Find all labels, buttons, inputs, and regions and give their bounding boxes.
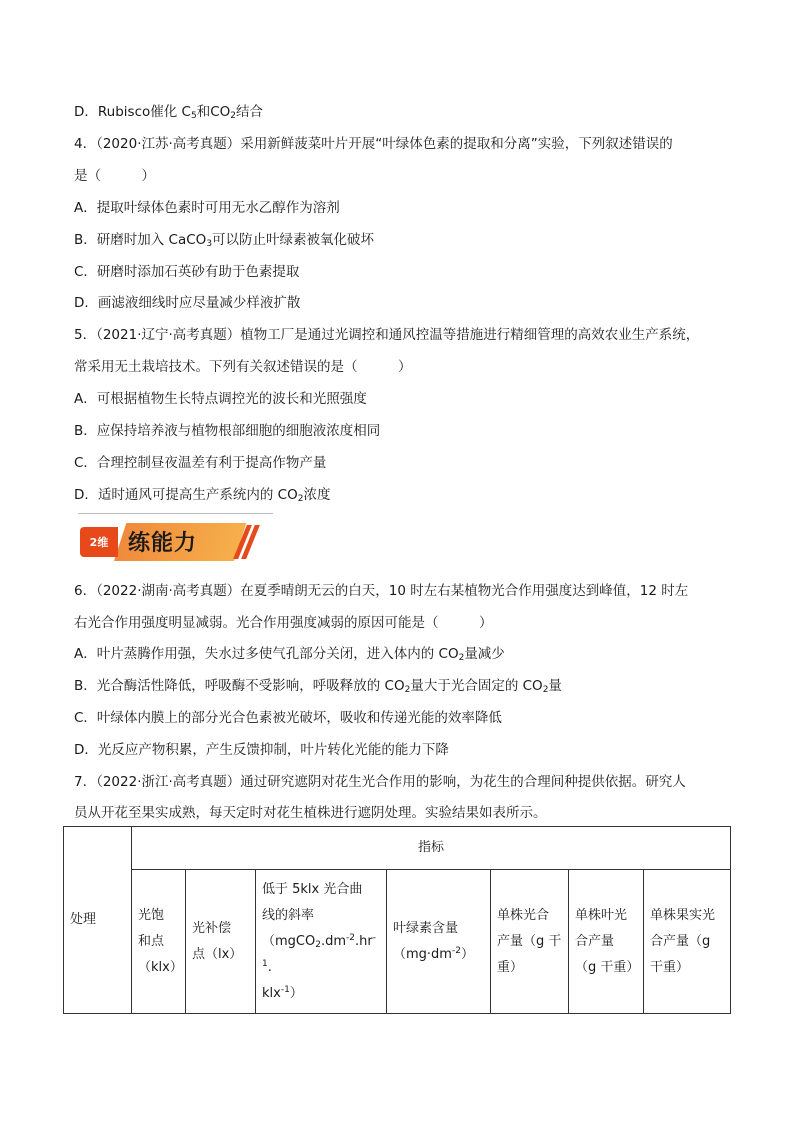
col-fruit-photosynthetic-yield: 单株果实光 合产量（g 干重） <box>644 870 731 1014</box>
q4-option-a: A．提取叶绿体色素时可用无水乙醇作为溶剂 <box>74 200 340 216</box>
q6-option-c: C．叶绿体内膜上的部分光合色素被光破坏，吸收和传递光能的效率降低 <box>74 710 502 726</box>
results-table <box>63 826 731 1014</box>
q3-option-d: D．Rubisco催化 $C_5$和$CO_2$结合 <box>74 104 264 121</box>
q6-option-a: A．叶片蒸腾作用强，失水过多使气孔部分关闭，进入体内的 $CO_2$量减少 <box>74 646 505 663</box>
col-light-saturation: 光饱 和点 （klx） <box>132 870 186 1014</box>
col-chlorophyll: 叶绿素含量 $(mg\cdot dm^{-2})$ <box>387 870 491 1014</box>
q6-option-d: D．光反应产物积累，产生反馈抑制，叶片转化光能的能力下降 <box>74 742 449 758</box>
section-banner <box>80 523 258 561</box>
q5-option-d: D．适时通风可提高生产系统内的 $CO_2$浓度 <box>74 487 331 504</box>
q4-option-d: D．画滤液细线时应尽量减少样液扩散 <box>74 295 301 311</box>
row-header-treatment: 处理 <box>64 827 132 1014</box>
group-header-indicator: 指标 <box>132 827 731 870</box>
q4-option-c: C．研磨时添加石英砂有助于色素提取 <box>74 264 300 280</box>
banner-badge: 2维 <box>80 527 118 557</box>
q4-option-b: B．研磨时加入 CaCO$_3$可以防止叶绿素被氧化破坏 <box>74 232 375 249</box>
q4-stem-line2: 是（ ） <box>74 168 155 184</box>
q4-stem-line1: 4．（2020·江苏·高考真题）采用新鲜菠菜叶片开展“叶绿体色素的提取和分离”实验，下列叙述错误的 <box>74 136 673 152</box>
q5-option-b: B．应保持培养液与植物根部细胞的细胞液浓度相同 <box>74 423 381 439</box>
q7-stem-line1: 7．（2022·浙江·高考真题）通过研究遮阴对花生光合作用的影响，为花生的合理间种提供依据。研究人 <box>74 774 686 790</box>
q5-stem-line1: 5．（2021·辽宁·高考真题）植物工厂是通过光调控和通风控温等措施进行精细管理的高效农业生产系统， <box>74 327 700 343</box>
q5-option-a: A．可根据植物生长特点调控光的波长和光照强度 <box>74 391 367 407</box>
q5-option-c: C．合理控制昼夜温差有利于提高作物产量 <box>74 455 327 471</box>
q6-option-b: B．光合酶活性降低，呼吸酶不受影响，呼吸释放的 $CO_2$量大于光合固定的 $CO_2$量 <box>74 678 562 695</box>
q5-stem-line2: 常采用无土栽培技术。下列有关叙述错误的是（ ） <box>74 359 412 375</box>
section-divider <box>78 513 273 514</box>
q6-stem-line1: 6．（2022·湖南·高考真题）在夏季晴朗无云的白天，10 时左右某植物光合作用强度达到峰值，12 时左 <box>74 583 689 599</box>
q6-stem-line2: 右光合作用强度明显减弱。光合作用强度减弱的原因可能是（ ） <box>74 615 493 631</box>
col-leaf-photosynthetic-yield: 单株叶光 合产量 （g 干重） <box>569 870 644 1014</box>
q7-stem-line2: 员从开花至果实成熟，每天定时对花生植株进行遮阴处理。实验结果如表所示。 <box>74 805 547 821</box>
col-plant-photosynthetic-yield: 单株光合 产量（g 干 重） <box>491 870 569 1014</box>
col-light-compensation: 光补偿 点（lx） <box>186 870 256 1014</box>
banner-title: 练能力 <box>128 531 198 556</box>
col-curve-slope: 低于 5klx 光合曲 线的斜率 （$mgCO_2.dm^{-2}.hr^{-1}$. klx$^{-1}$） <box>256 870 387 1014</box>
